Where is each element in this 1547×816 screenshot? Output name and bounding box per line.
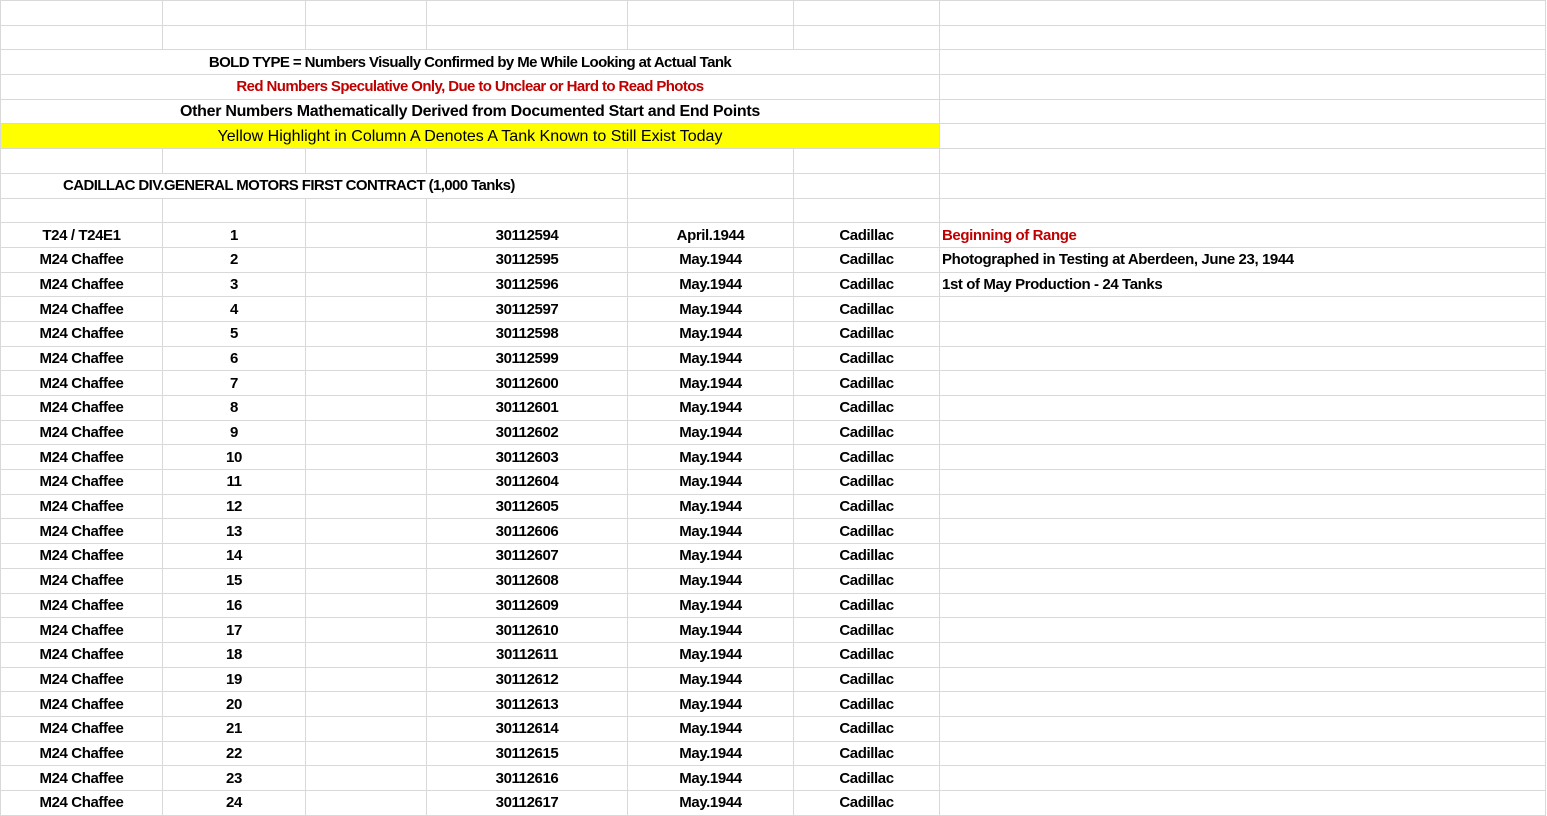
date-cell[interactable]: May.1944 (628, 494, 794, 519)
model-cell[interactable]: M24 Chaffee (1, 741, 163, 766)
empty-row (1, 149, 1546, 174)
maker-cell[interactable]: Cadillac (794, 445, 940, 470)
table-row (1, 321, 1546, 346)
serial-cell[interactable]: 30112613 (427, 692, 628, 717)
maker-cell[interactable]: Cadillac (794, 223, 940, 248)
cell[interactable] (427, 198, 628, 223)
date-cell[interactable]: April.1944 (628, 223, 794, 248)
note-row-yellow-highlight (1, 124, 1546, 149)
serial-cell[interactable]: 30112603 (427, 445, 628, 470)
note-cell[interactable]: 1st of May Production - 24 Tanks (940, 272, 1546, 297)
bold-type-note[interactable]: BOLD TYPE = Numbers Visually Confirmed by Me While Looking at Actual Tank (1, 50, 940, 75)
number-cell[interactable]: 4 (163, 297, 306, 322)
note-cell[interactable] (940, 741, 1546, 766)
serial-cell[interactable]: 30112615 (427, 741, 628, 766)
cell[interactable] (306, 568, 427, 593)
table-row (1, 741, 1546, 766)
empty-row (1, 25, 1546, 50)
maker-cell[interactable]: Cadillac (794, 494, 940, 519)
date-cell[interactable]: May.1944 (628, 766, 794, 791)
model-cell[interactable]: M24 Chaffee (1, 667, 163, 692)
cell[interactable] (306, 25, 427, 50)
table-row (1, 297, 1546, 322)
date-cell[interactable]: May.1944 (628, 297, 794, 322)
number-cell[interactable]: 12 (163, 494, 306, 519)
cell[interactable] (306, 716, 427, 741)
model-cell[interactable]: M24 Chaffee (1, 692, 163, 717)
model-cell[interactable]: M24 Chaffee (1, 568, 163, 593)
number-cell[interactable]: 10 (163, 445, 306, 470)
maker-cell[interactable]: Cadillac (794, 396, 940, 421)
cell[interactable] (306, 396, 427, 421)
date-cell[interactable]: May.1944 (628, 396, 794, 421)
note-cell[interactable]: Photographed in Testing at Aberdeen, June 23, 1944 (940, 247, 1546, 272)
date-cell[interactable]: May.1944 (628, 371, 794, 396)
serial-cell[interactable]: 30112612 (427, 667, 628, 692)
cell[interactable] (306, 223, 427, 248)
cell[interactable] (628, 173, 794, 198)
cell[interactable] (940, 50, 1546, 75)
note-row-red-numbers (1, 75, 1546, 100)
cell[interactable] (940, 1, 1546, 26)
number-cell[interactable]: 15 (163, 568, 306, 593)
date-cell[interactable]: May.1944 (628, 272, 794, 297)
table-row (1, 791, 1546, 816)
serial-cell[interactable]: 30112604 (427, 470, 628, 495)
table-row (1, 247, 1546, 272)
table-row (1, 272, 1546, 297)
serial-cell[interactable]: 30112596 (427, 272, 628, 297)
model-cell[interactable]: M24 Chaffee (1, 297, 163, 322)
serial-cell[interactable]: 30112601 (427, 396, 628, 421)
date-cell[interactable]: May.1944 (628, 247, 794, 272)
maker-cell[interactable]: Cadillac (794, 618, 940, 643)
cell[interactable] (794, 25, 940, 50)
grid-body (1, 1, 1546, 816)
cell[interactable] (163, 198, 306, 223)
cell[interactable] (940, 124, 1546, 149)
number-cell[interactable]: 21 (163, 716, 306, 741)
number-cell[interactable]: 14 (163, 544, 306, 569)
number-cell[interactable]: 3 (163, 272, 306, 297)
date-cell[interactable]: May.1944 (628, 741, 794, 766)
date-cell[interactable]: May.1944 (628, 544, 794, 569)
cell[interactable] (940, 75, 1546, 100)
cell[interactable] (306, 371, 427, 396)
serial-cell[interactable]: 30112608 (427, 568, 628, 593)
serial-cell[interactable]: 30112597 (427, 297, 628, 322)
cell[interactable] (306, 470, 427, 495)
serial-cell[interactable]: 30112602 (427, 420, 628, 445)
serial-cell[interactable]: 30112606 (427, 519, 628, 544)
model-cell[interactable]: M24 Chaffee (1, 618, 163, 643)
serial-cell[interactable]: 30112609 (427, 593, 628, 618)
cell[interactable] (1, 1, 163, 26)
note-cell[interactable] (940, 494, 1546, 519)
model-cell[interactable]: M24 Chaffee (1, 544, 163, 569)
model-cell[interactable]: T24 / T24E1 (1, 223, 163, 248)
serial-cell[interactable]: 30112607 (427, 544, 628, 569)
maker-cell[interactable]: Cadillac (794, 692, 940, 717)
serial-cell[interactable]: 30112595 (427, 247, 628, 272)
date-cell[interactable]: May.1944 (628, 420, 794, 445)
date-cell[interactable]: May.1944 (628, 445, 794, 470)
cell[interactable] (306, 420, 427, 445)
note-cell[interactable] (940, 346, 1546, 371)
note-cell[interactable] (940, 371, 1546, 396)
serial-cell[interactable]: 30112614 (427, 716, 628, 741)
maker-cell[interactable]: Cadillac (794, 470, 940, 495)
cell[interactable] (163, 1, 306, 26)
note-cell[interactable] (940, 544, 1546, 569)
cell[interactable] (306, 791, 427, 816)
table-row (1, 667, 1546, 692)
number-cell[interactable]: 20 (163, 692, 306, 717)
maker-cell[interactable]: Cadillac (794, 272, 940, 297)
number-cell[interactable]: 23 (163, 766, 306, 791)
date-cell[interactable]: May.1944 (628, 791, 794, 816)
model-cell[interactable]: M24 Chaffee (1, 321, 163, 346)
date-cell[interactable]: May.1944 (628, 346, 794, 371)
cell[interactable] (427, 25, 628, 50)
date-cell[interactable]: May.1944 (628, 593, 794, 618)
note-row-bold-type (1, 50, 1546, 75)
number-cell[interactable]: 18 (163, 642, 306, 667)
table-row (1, 568, 1546, 593)
note-cell[interactable] (940, 321, 1546, 346)
cell[interactable] (306, 297, 427, 322)
cell[interactable] (794, 1, 940, 26)
note-cell[interactable] (940, 642, 1546, 667)
table-row (1, 766, 1546, 791)
cell[interactable] (306, 519, 427, 544)
maker-cell[interactable]: Cadillac (794, 642, 940, 667)
empty-row (1, 1, 1546, 26)
maker-cell[interactable]: Cadillac (794, 346, 940, 371)
other-numbers-note[interactable]: Other Numbers Mathematically Derived from Documented Start and End Points (1, 99, 940, 124)
cell[interactable] (163, 149, 306, 174)
model-cell[interactable]: M24 Chaffee (1, 470, 163, 495)
serial-cell[interactable]: 30112600 (427, 371, 628, 396)
maker-cell[interactable]: Cadillac (794, 667, 940, 692)
model-cell[interactable]: M24 Chaffee (1, 642, 163, 667)
serial-cell[interactable]: 30112605 (427, 494, 628, 519)
model-cell[interactable]: M24 Chaffee (1, 396, 163, 421)
maker-cell[interactable]: Cadillac (794, 766, 940, 791)
note-cell[interactable] (940, 297, 1546, 322)
date-cell[interactable]: May.1944 (628, 642, 794, 667)
date-cell[interactable]: May.1944 (628, 321, 794, 346)
model-cell[interactable]: M24 Chaffee (1, 716, 163, 741)
serial-cell[interactable]: 30112610 (427, 618, 628, 643)
serial-cell[interactable]: 30112616 (427, 766, 628, 791)
cell[interactable] (306, 593, 427, 618)
table-row (1, 519, 1546, 544)
cell[interactable] (306, 544, 427, 569)
table-row (1, 642, 1546, 667)
model-cell[interactable]: M24 Chaffee (1, 371, 163, 396)
maker-cell[interactable]: Cadillac (794, 791, 940, 816)
maker-cell[interactable]: Cadillac (794, 741, 940, 766)
number-cell[interactable]: 22 (163, 741, 306, 766)
maker-cell[interactable]: Cadillac (794, 297, 940, 322)
date-cell[interactable]: May.1944 (628, 618, 794, 643)
date-cell[interactable]: May.1944 (628, 519, 794, 544)
model-cell[interactable]: M24 Chaffee (1, 791, 163, 816)
cell[interactable] (306, 247, 427, 272)
maker-cell[interactable]: Cadillac (794, 544, 940, 569)
cell[interactable] (306, 642, 427, 667)
table-row (1, 544, 1546, 569)
note-cell[interactable] (940, 568, 1546, 593)
cell[interactable] (306, 1, 427, 26)
note-cell[interactable] (940, 593, 1546, 618)
note-cell[interactable] (940, 618, 1546, 643)
maker-cell[interactable]: Cadillac (794, 371, 940, 396)
cell[interactable] (306, 692, 427, 717)
date-cell[interactable]: May.1944 (628, 470, 794, 495)
number-cell[interactable]: 17 (163, 618, 306, 643)
note-cell[interactable] (940, 396, 1546, 421)
date-cell[interactable]: May.1944 (628, 568, 794, 593)
cell[interactable] (306, 198, 427, 223)
note-cell[interactable] (940, 791, 1546, 816)
maker-cell[interactable]: Cadillac (794, 716, 940, 741)
model-cell[interactable]: M24 Chaffee (1, 593, 163, 618)
date-cell[interactable]: May.1944 (628, 667, 794, 692)
model-cell[interactable]: M24 Chaffee (1, 247, 163, 272)
number-cell[interactable]: 11 (163, 470, 306, 495)
note-cell[interactable] (940, 716, 1546, 741)
note-cell[interactable] (940, 445, 1546, 470)
date-cell[interactable]: May.1944 (628, 716, 794, 741)
cell[interactable] (940, 149, 1546, 174)
table-row (1, 223, 1546, 248)
serial-cell[interactable]: 30112611 (427, 642, 628, 667)
contract-title[interactable]: CADILLAC DIV.GENERAL MOTORS FIRST CONTRACT (1,000 Tanks) (1, 173, 628, 198)
table-row (1, 470, 1546, 495)
cell[interactable] (1, 149, 163, 174)
cell[interactable] (306, 618, 427, 643)
table-row (1, 716, 1546, 741)
cell[interactable] (306, 741, 427, 766)
model-cell[interactable]: M24 Chaffee (1, 445, 163, 470)
number-cell[interactable]: 8 (163, 396, 306, 421)
serial-cell[interactable]: 30112598 (427, 321, 628, 346)
table-row (1, 396, 1546, 421)
serial-cell[interactable]: 30112594 (427, 223, 628, 248)
maker-cell[interactable]: Cadillac (794, 519, 940, 544)
number-cell[interactable]: 6 (163, 346, 306, 371)
cell[interactable] (1, 25, 163, 50)
number-cell[interactable]: 7 (163, 371, 306, 396)
contract-title-row (1, 173, 1546, 198)
table-row (1, 494, 1546, 519)
cell[interactable] (306, 667, 427, 692)
red-numbers-note[interactable]: Red Numbers Speculative Only, Due to Unclear or Hard to Read Photos (1, 75, 940, 100)
number-cell[interactable]: 19 (163, 667, 306, 692)
model-cell[interactable]: M24 Chaffee (1, 494, 163, 519)
cell[interactable] (940, 198, 1546, 223)
model-cell[interactable]: M24 Chaffee (1, 766, 163, 791)
maker-cell[interactable]: Cadillac (794, 568, 940, 593)
model-cell[interactable]: M24 Chaffee (1, 519, 163, 544)
maker-cell[interactable]: Cadillac (794, 420, 940, 445)
number-cell[interactable]: 16 (163, 593, 306, 618)
cell[interactable] (306, 272, 427, 297)
cell[interactable] (794, 173, 940, 198)
note-cell[interactable] (940, 519, 1546, 544)
model-cell[interactable]: M24 Chaffee (1, 420, 163, 445)
number-cell[interactable]: 1 (163, 223, 306, 248)
date-cell[interactable]: May.1944 (628, 692, 794, 717)
cell[interactable] (427, 1, 628, 26)
cell[interactable] (940, 173, 1546, 198)
cell[interactable] (628, 198, 794, 223)
cell[interactable] (794, 198, 940, 223)
note-cell[interactable] (940, 420, 1546, 445)
number-cell[interactable]: 9 (163, 420, 306, 445)
note-row-other-numbers (1, 99, 1546, 124)
model-cell[interactable]: M24 Chaffee (1, 346, 163, 371)
cell[interactable] (427, 149, 628, 174)
cell[interactable] (306, 346, 427, 371)
serial-cell[interactable]: 30112599 (427, 346, 628, 371)
cell[interactable] (940, 25, 1546, 50)
cell[interactable] (163, 25, 306, 50)
table-row (1, 618, 1546, 643)
yellow-highlight-note[interactable]: Yellow Highlight in Column A Denotes A Tank Known to Still Exist Today (1, 124, 940, 149)
cell[interactable] (306, 445, 427, 470)
empty-row (1, 198, 1546, 223)
cell[interactable] (628, 25, 794, 50)
maker-cell[interactable]: Cadillac (794, 321, 940, 346)
cell[interactable] (306, 149, 427, 174)
number-cell[interactable]: 5 (163, 321, 306, 346)
cell[interactable] (628, 1, 794, 26)
cell[interactable] (1, 198, 163, 223)
note-cell[interactable] (940, 692, 1546, 717)
table-row (1, 371, 1546, 396)
cell[interactable] (306, 494, 427, 519)
cell[interactable] (306, 321, 427, 346)
maker-cell[interactable]: Cadillac (794, 593, 940, 618)
note-cell[interactable]: Beginning of Range (940, 223, 1546, 248)
maker-cell[interactable]: Cadillac (794, 247, 940, 272)
number-cell[interactable]: 13 (163, 519, 306, 544)
cell[interactable] (628, 149, 794, 174)
model-cell[interactable]: M24 Chaffee (1, 272, 163, 297)
note-cell[interactable] (940, 766, 1546, 791)
cell[interactable] (794, 149, 940, 174)
serial-cell[interactable]: 30112617 (427, 791, 628, 816)
table-row (1, 346, 1546, 371)
note-cell[interactable] (940, 470, 1546, 495)
table-row (1, 593, 1546, 618)
table-row (1, 420, 1546, 445)
table-row (1, 445, 1546, 470)
number-cell[interactable]: 24 (163, 791, 306, 816)
table-row (1, 692, 1546, 717)
number-cell[interactable]: 2 (163, 247, 306, 272)
note-cell[interactable] (940, 667, 1546, 692)
cell[interactable] (940, 99, 1546, 124)
cell[interactable] (306, 766, 427, 791)
